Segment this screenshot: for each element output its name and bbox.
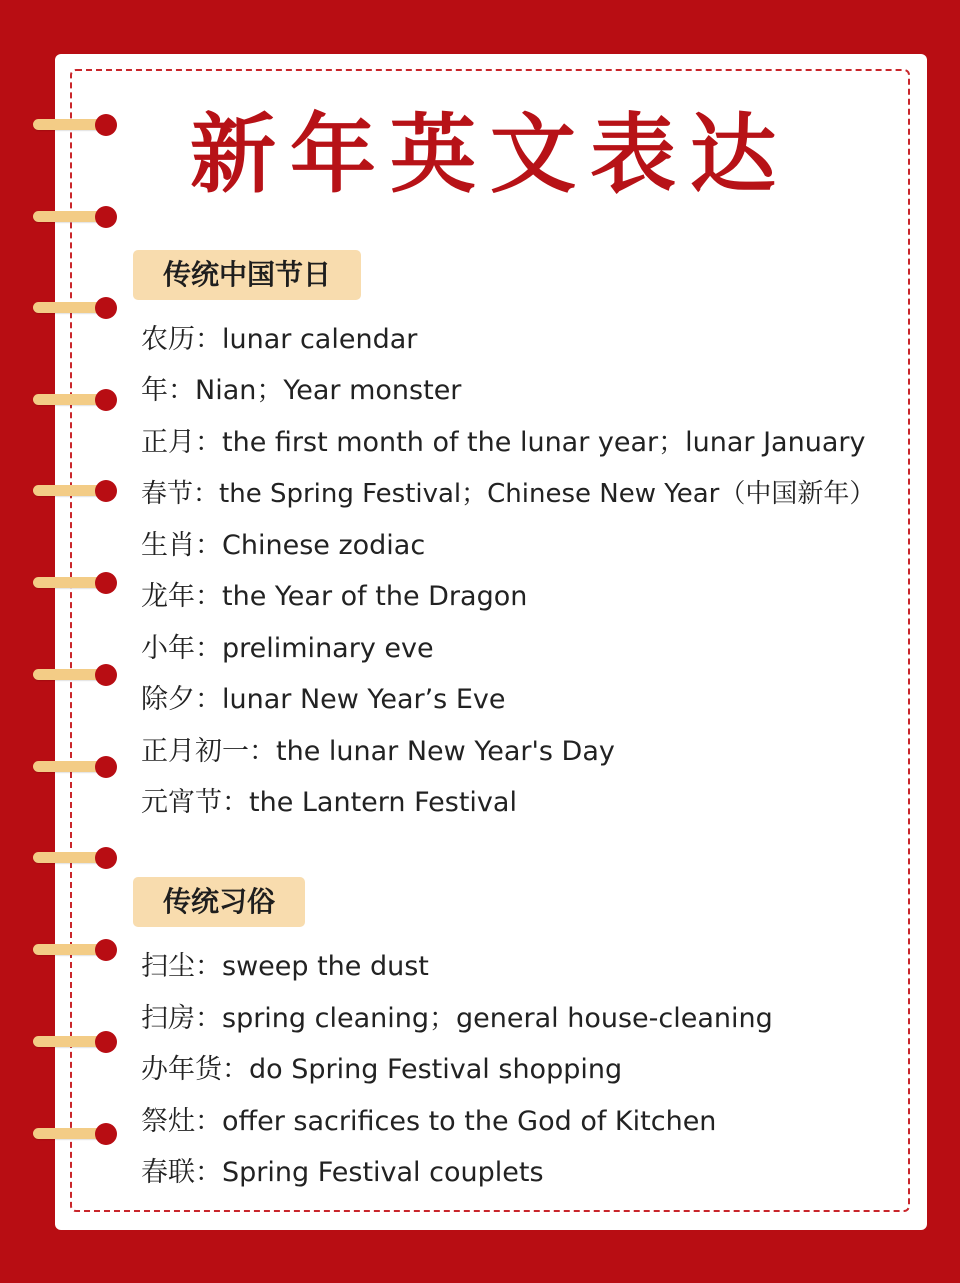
list-item — [141, 629, 434, 669]
term-chinese: 小年： — [141, 633, 222, 664]
list-item — [141, 474, 875, 514]
term-english: sweep the dust — [222, 951, 429, 982]
term-chinese: 生肖： — [141, 530, 222, 561]
binding-ring — [33, 1123, 117, 1145]
list-item — [141, 1050, 622, 1090]
list-item — [141, 999, 773, 1039]
list-item — [141, 1153, 544, 1193]
list-item — [141, 783, 517, 823]
term-english: Nian；Year monster — [195, 375, 462, 406]
binding-ring — [33, 572, 117, 594]
term-chinese: 农历： — [141, 324, 222, 355]
binding-ring — [33, 389, 117, 411]
list-item — [141, 371, 461, 411]
list-item — [141, 577, 527, 617]
term-english: the first month of the lunar year；lunar January — [222, 427, 866, 458]
term-english: the lunar New Year's Day — [276, 736, 615, 767]
term-chinese: 年： — [141, 375, 195, 406]
binding-ring — [33, 480, 117, 502]
term-english: lunar New Year’s Eve — [222, 684, 506, 715]
term-english: Chinese zodiac — [222, 530, 426, 561]
term-english: preliminary eve — [222, 633, 434, 664]
binding-ring — [33, 847, 117, 869]
term-english: do Spring Festival shopping — [249, 1054, 623, 1085]
binding-ring — [33, 664, 117, 686]
binding-ring — [33, 297, 117, 319]
page-title: 新年英文表达 — [190, 105, 790, 205]
list-item — [141, 732, 615, 772]
term-chinese: 除夕： — [141, 684, 222, 715]
binding-ring — [33, 756, 117, 778]
term-chinese: 春节： — [141, 479, 220, 509]
term-chinese: 正月初一： — [141, 736, 276, 767]
list-item — [141, 1102, 716, 1142]
term-chinese: 元宵节： — [141, 787, 249, 818]
list-item — [141, 680, 505, 720]
term-chinese: 扫尘： — [141, 951, 222, 982]
list-item — [141, 423, 865, 463]
term-chinese: 正月： — [141, 427, 222, 458]
list-item — [141, 947, 429, 987]
term-english: lunar calendar — [222, 324, 418, 355]
term-english: the Spring Festival；Chinese New Year（中国新年） — [219, 479, 876, 509]
list-item — [141, 320, 417, 360]
term-chinese: 龙年： — [141, 581, 222, 612]
term-english: the Year of the Dragon — [222, 581, 528, 612]
section-heading-festivals: 传统中国节日 — [133, 250, 361, 300]
term-chinese: 办年货： — [141, 1054, 249, 1085]
section-heading-customs: 传统习俗 — [133, 877, 305, 927]
term-chinese: 祭灶： — [141, 1106, 222, 1137]
binding-ring — [33, 939, 117, 961]
term-english: Spring Festival couplets — [222, 1157, 544, 1188]
term-chinese: 春联： — [141, 1157, 222, 1188]
binding-ring — [33, 1031, 117, 1053]
list-item — [141, 526, 425, 566]
term-english: offer sacrifices to the God of Kitchen — [222, 1106, 717, 1137]
term-english: the Lantern Festival — [249, 787, 517, 818]
term-chinese: 扫房： — [141, 1003, 222, 1034]
term-english: spring cleaning；general house-cleaning — [222, 1003, 773, 1034]
